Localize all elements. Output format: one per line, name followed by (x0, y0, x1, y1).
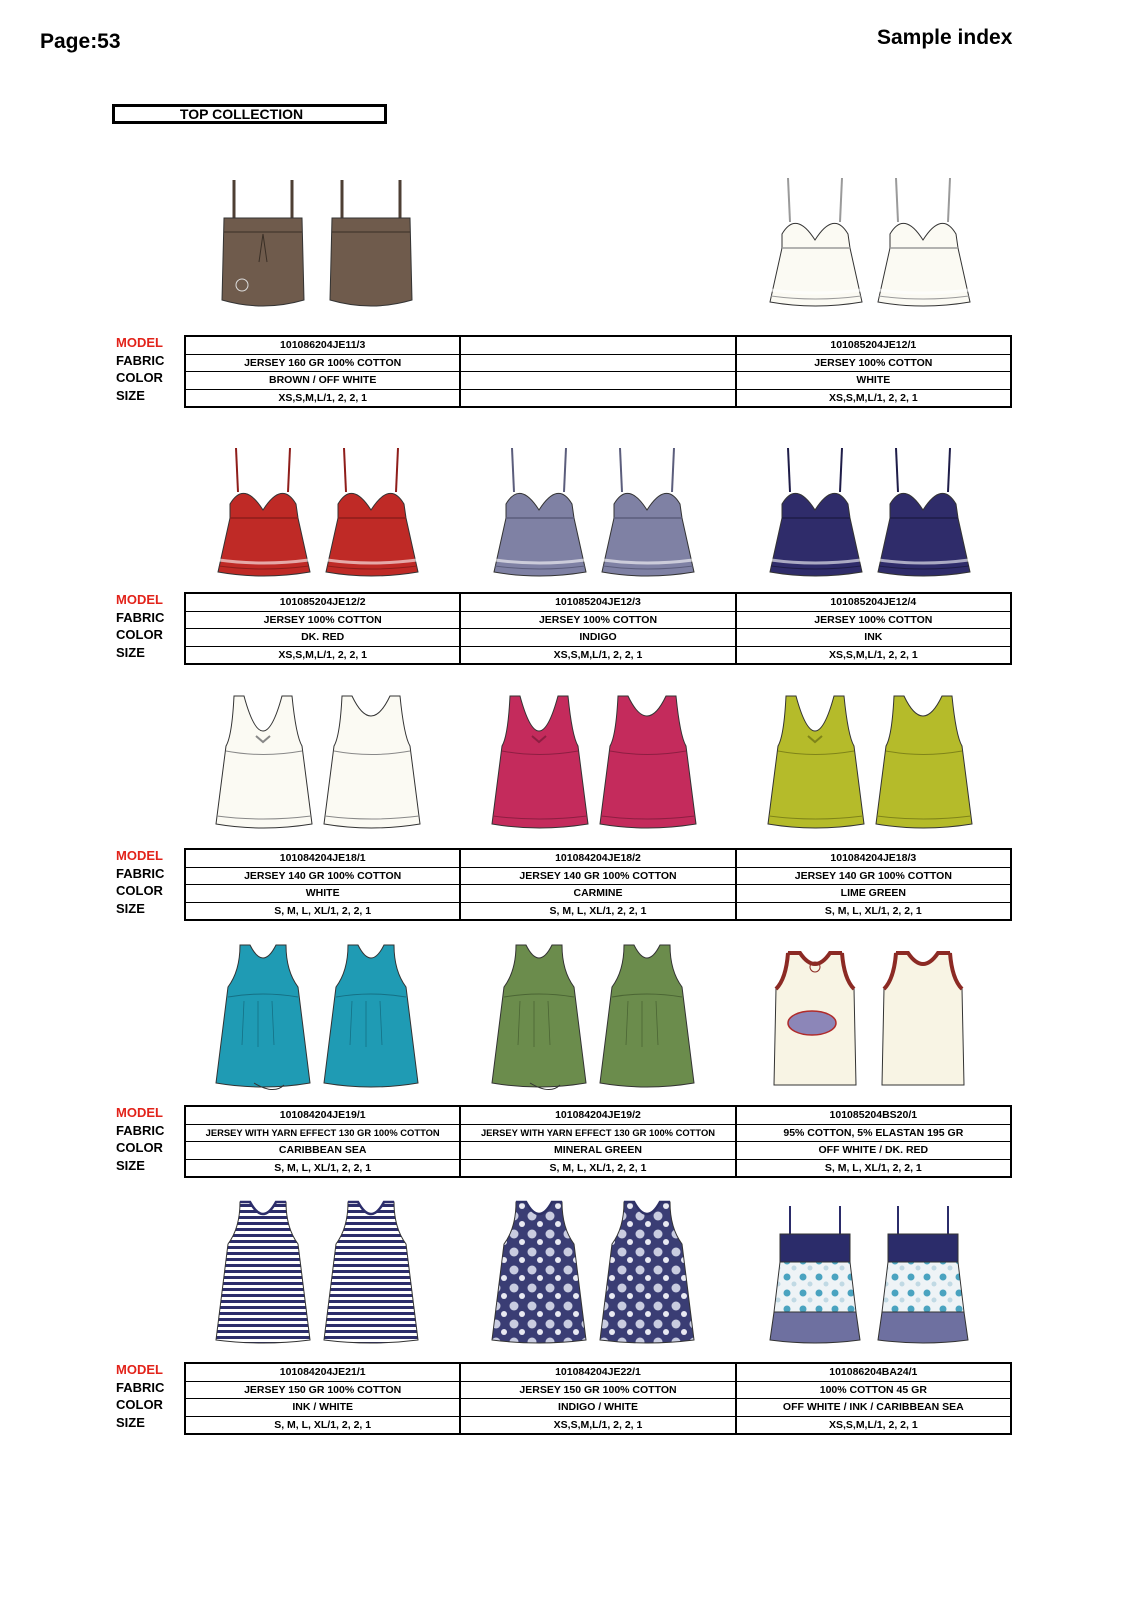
spec-cell-color: CARMINE (460, 885, 735, 903)
spec-row-size (185, 389, 1011, 407)
spec-cell-fabric: 95% COTTON, 5% ELASTAN 195 GR (736, 1124, 1011, 1142)
spec-cell-size (460, 389, 735, 407)
spec-row-fabric (185, 867, 1011, 885)
row-label-model: MODEL (116, 335, 163, 350)
spec-cell-fabric: JERSEY 100% COTTON (736, 611, 1011, 629)
garment-row (184, 935, 1012, 1110)
spec-cell-color: INK (736, 629, 1011, 647)
row-label-color: COLOR (116, 1140, 163, 1155)
garment-illustration (460, 676, 736, 851)
garment-illustration (736, 420, 1012, 595)
row-label-fabric: FABRIC (116, 1379, 165, 1395)
spec-cell-color: WHITE (736, 372, 1011, 390)
spec-row-color (185, 1142, 1011, 1160)
garment-row (184, 1192, 1012, 1367)
spec-row-size (185, 902, 1011, 920)
spec-cell-size: S, M, L, XL/1, 2, 2, 1 (185, 902, 460, 920)
page-title: Sample index (877, 26, 1013, 49)
spec-cell-color (460, 372, 735, 390)
spec-cell-fabric: JERSEY WITH YARN EFFECT 130 GR 100% COTTON (185, 1124, 460, 1142)
spec-table (184, 335, 1012, 408)
spec-cell-size: S, M, L, XL/1, 2, 2, 1 (736, 1159, 1011, 1177)
row-label-color: COLOR (116, 883, 163, 898)
spec-table (184, 1362, 1012, 1435)
spec-cell-model (460, 336, 735, 354)
spec-cell-size: XS,S,M,L/1, 2, 2, 1 (185, 389, 460, 407)
spec-row-size (185, 646, 1011, 664)
spec-cell-size: S, M, L, XL/1, 2, 2, 1 (460, 902, 735, 920)
spec-table (184, 592, 1012, 665)
row-label-model: MODEL (116, 592, 163, 607)
spec-cell-color: WHITE (185, 885, 460, 903)
row-label-fabric: FABRIC (116, 352, 165, 368)
spec-cell-model: 101084204JE18/3 (736, 849, 1011, 867)
row-labels (116, 591, 164, 661)
spec-cell-color: DK. RED (185, 629, 460, 647)
spec-row-model (185, 849, 1011, 867)
garment-illustration (736, 935, 1012, 1110)
spec-row-color (185, 372, 1011, 390)
row-label-model: MODEL (116, 848, 163, 863)
row-labels (116, 1361, 164, 1431)
spec-cell-color: OFF WHITE / DK. RED (736, 1142, 1011, 1160)
spec-cell-fabric: JERSEY 100% COTTON (185, 611, 460, 629)
row-label-color: COLOR (116, 370, 163, 385)
spec-row-color (185, 885, 1011, 903)
garment-illustration (184, 935, 460, 1110)
spec-cell-size: XS,S,M,L/1, 2, 2, 1 (736, 646, 1011, 664)
spec-cell-size: XS,S,M,L/1, 2, 2, 1 (736, 389, 1011, 407)
spec-row-model (185, 336, 1011, 354)
spec-row-model (185, 593, 1011, 611)
spec-cell-color: LIME GREEN (736, 885, 1011, 903)
garment-illustration (460, 1192, 736, 1367)
spec-cell-color: BROWN / OFF WHITE (185, 372, 460, 390)
garment-row (184, 150, 1012, 325)
row-label-fabric: FABRIC (116, 865, 165, 881)
spec-cell-color: MINERAL GREEN (460, 1142, 735, 1160)
spec-cell-size: S, M, L, XL/1, 2, 2, 1 (460, 1159, 735, 1177)
spec-row-model (185, 1363, 1011, 1381)
garment-illustration (184, 150, 460, 325)
spec-cell-model: 101085204JE12/2 (279, 596, 366, 609)
spec-row-fabric (185, 1381, 1011, 1399)
spec-cell-color: CARIBBEAN SEA (185, 1142, 460, 1160)
spec-cell-model: 101086204JE11/3 (280, 339, 366, 352)
spec-cell-model: 101084204JE19/1 (279, 1109, 366, 1122)
spec-cell-model: 101085204JE12/1 (736, 336, 1011, 354)
garment-illustration (184, 676, 460, 851)
spec-cell-size: XS,S,M,L/1, 2, 2, 1 (460, 646, 735, 664)
row-label-size: SIZE (116, 1157, 145, 1173)
spec-cell-model: 101086204BA24/1 (736, 1363, 1011, 1381)
spec-cell-size: S, M, L, XL/1, 2, 2, 1 (185, 1159, 460, 1177)
spec-cell-model: 101084204JE19/2 (460, 1106, 735, 1124)
collection-title (112, 104, 387, 124)
garment-row (184, 676, 1012, 851)
spec-row-size (185, 1416, 1011, 1434)
spec-row-fabric (185, 354, 1011, 372)
spec-row-color (185, 629, 1011, 647)
garment-illustration (184, 420, 460, 595)
spec-cell-fabric: JERSEY 150 GR 100% COTTON (460, 1381, 735, 1399)
spec-cell-fabric: JERSEY 150 GR 100% COTTON (185, 1381, 460, 1399)
spec-cell-fabric: JERSEY 140 GR 100% COTTON (460, 867, 735, 885)
spec-cell-size: XS,S,M,L/1, 2, 2, 1 (460, 1416, 735, 1434)
page-number: Page:53 (40, 30, 121, 53)
row-label-fabric: FABRIC (116, 1122, 165, 1138)
spec-cell-fabric: JERSEY 100% COTTON (736, 354, 1011, 372)
garment-row (184, 420, 1012, 595)
spec-cell-fabric: JERSEY 100% COTTON (460, 611, 735, 629)
spec-cell-color: INDIGO (460, 629, 735, 647)
spec-cell-color: INDIGO / WHITE (460, 1399, 735, 1417)
spec-row-fabric (185, 1124, 1011, 1142)
row-labels (116, 847, 164, 917)
spec-cell-fabric: 100% COTTON 45 GR (736, 1381, 1011, 1399)
spec-cell-fabric: JERSEY WITH YARN EFFECT 130 GR 100% COTTON (460, 1124, 735, 1142)
spec-row-model (185, 1106, 1011, 1124)
spec-table (184, 848, 1012, 921)
garment-illustration (460, 935, 736, 1110)
spec-table (184, 1105, 1012, 1178)
collection-title-text: TOP COLLECTION (179, 106, 304, 122)
spec-cell-model: 101085204BS20/1 (736, 1106, 1011, 1124)
row-label-color: COLOR (116, 627, 163, 642)
row-label-size: SIZE (116, 387, 145, 403)
spec-cell-model: 101084204JE22/1 (460, 1363, 735, 1381)
spec-cell-model: 101084204JE21/1 (279, 1366, 366, 1379)
row-label-size: SIZE (116, 644, 145, 660)
row-label-model: MODEL (116, 1362, 163, 1377)
row-label-color: COLOR (116, 1397, 163, 1412)
spec-cell-model: 101085204JE12/3 (460, 593, 735, 611)
spec-row-size (185, 1159, 1011, 1177)
spec-cell-size: S, M, L, XL/1, 2, 2, 1 (736, 902, 1011, 920)
spec-cell-fabric (460, 354, 735, 372)
row-labels (116, 1104, 164, 1174)
garment-illustration (460, 420, 736, 595)
spec-cell-model: 101085204JE12/4 (736, 593, 1011, 611)
spec-cell-model: 101084204JE18/1 (279, 852, 366, 865)
spec-cell-model: 101084204JE18/2 (460, 849, 735, 867)
spec-cell-fabric: JERSEY 160 GR 100% COTTON (185, 354, 460, 372)
garment-illustration (736, 150, 1012, 325)
row-label-size: SIZE (116, 1414, 145, 1430)
garment-illustration (736, 676, 1012, 851)
spec-cell-fabric: JERSEY 140 GR 100% COTTON (736, 867, 1011, 885)
row-label-model: MODEL (116, 1105, 163, 1120)
spec-row-fabric (185, 611, 1011, 629)
spec-cell-size: XS,S,M,L/1, 2, 2, 1 (185, 646, 460, 664)
spec-cell-color: OFF WHITE / INK / CARIBBEAN SEA (736, 1399, 1011, 1417)
garment-illustration (736, 1192, 1012, 1367)
row-label-fabric: FABRIC (116, 609, 165, 625)
spec-cell-size: XS,S,M,L/1, 2, 2, 1 (736, 1416, 1011, 1434)
spec-cell-color: INK / WHITE (185, 1399, 460, 1417)
row-labels (116, 334, 164, 404)
spec-row-color (185, 1399, 1011, 1417)
spec-cell-size: S, M, L, XL/1, 2, 2, 1 (185, 1416, 460, 1434)
garment-illustration (184, 1192, 460, 1367)
row-label-size: SIZE (116, 900, 145, 916)
spec-cell-fabric: JERSEY 140 GR 100% COTTON (185, 867, 460, 885)
